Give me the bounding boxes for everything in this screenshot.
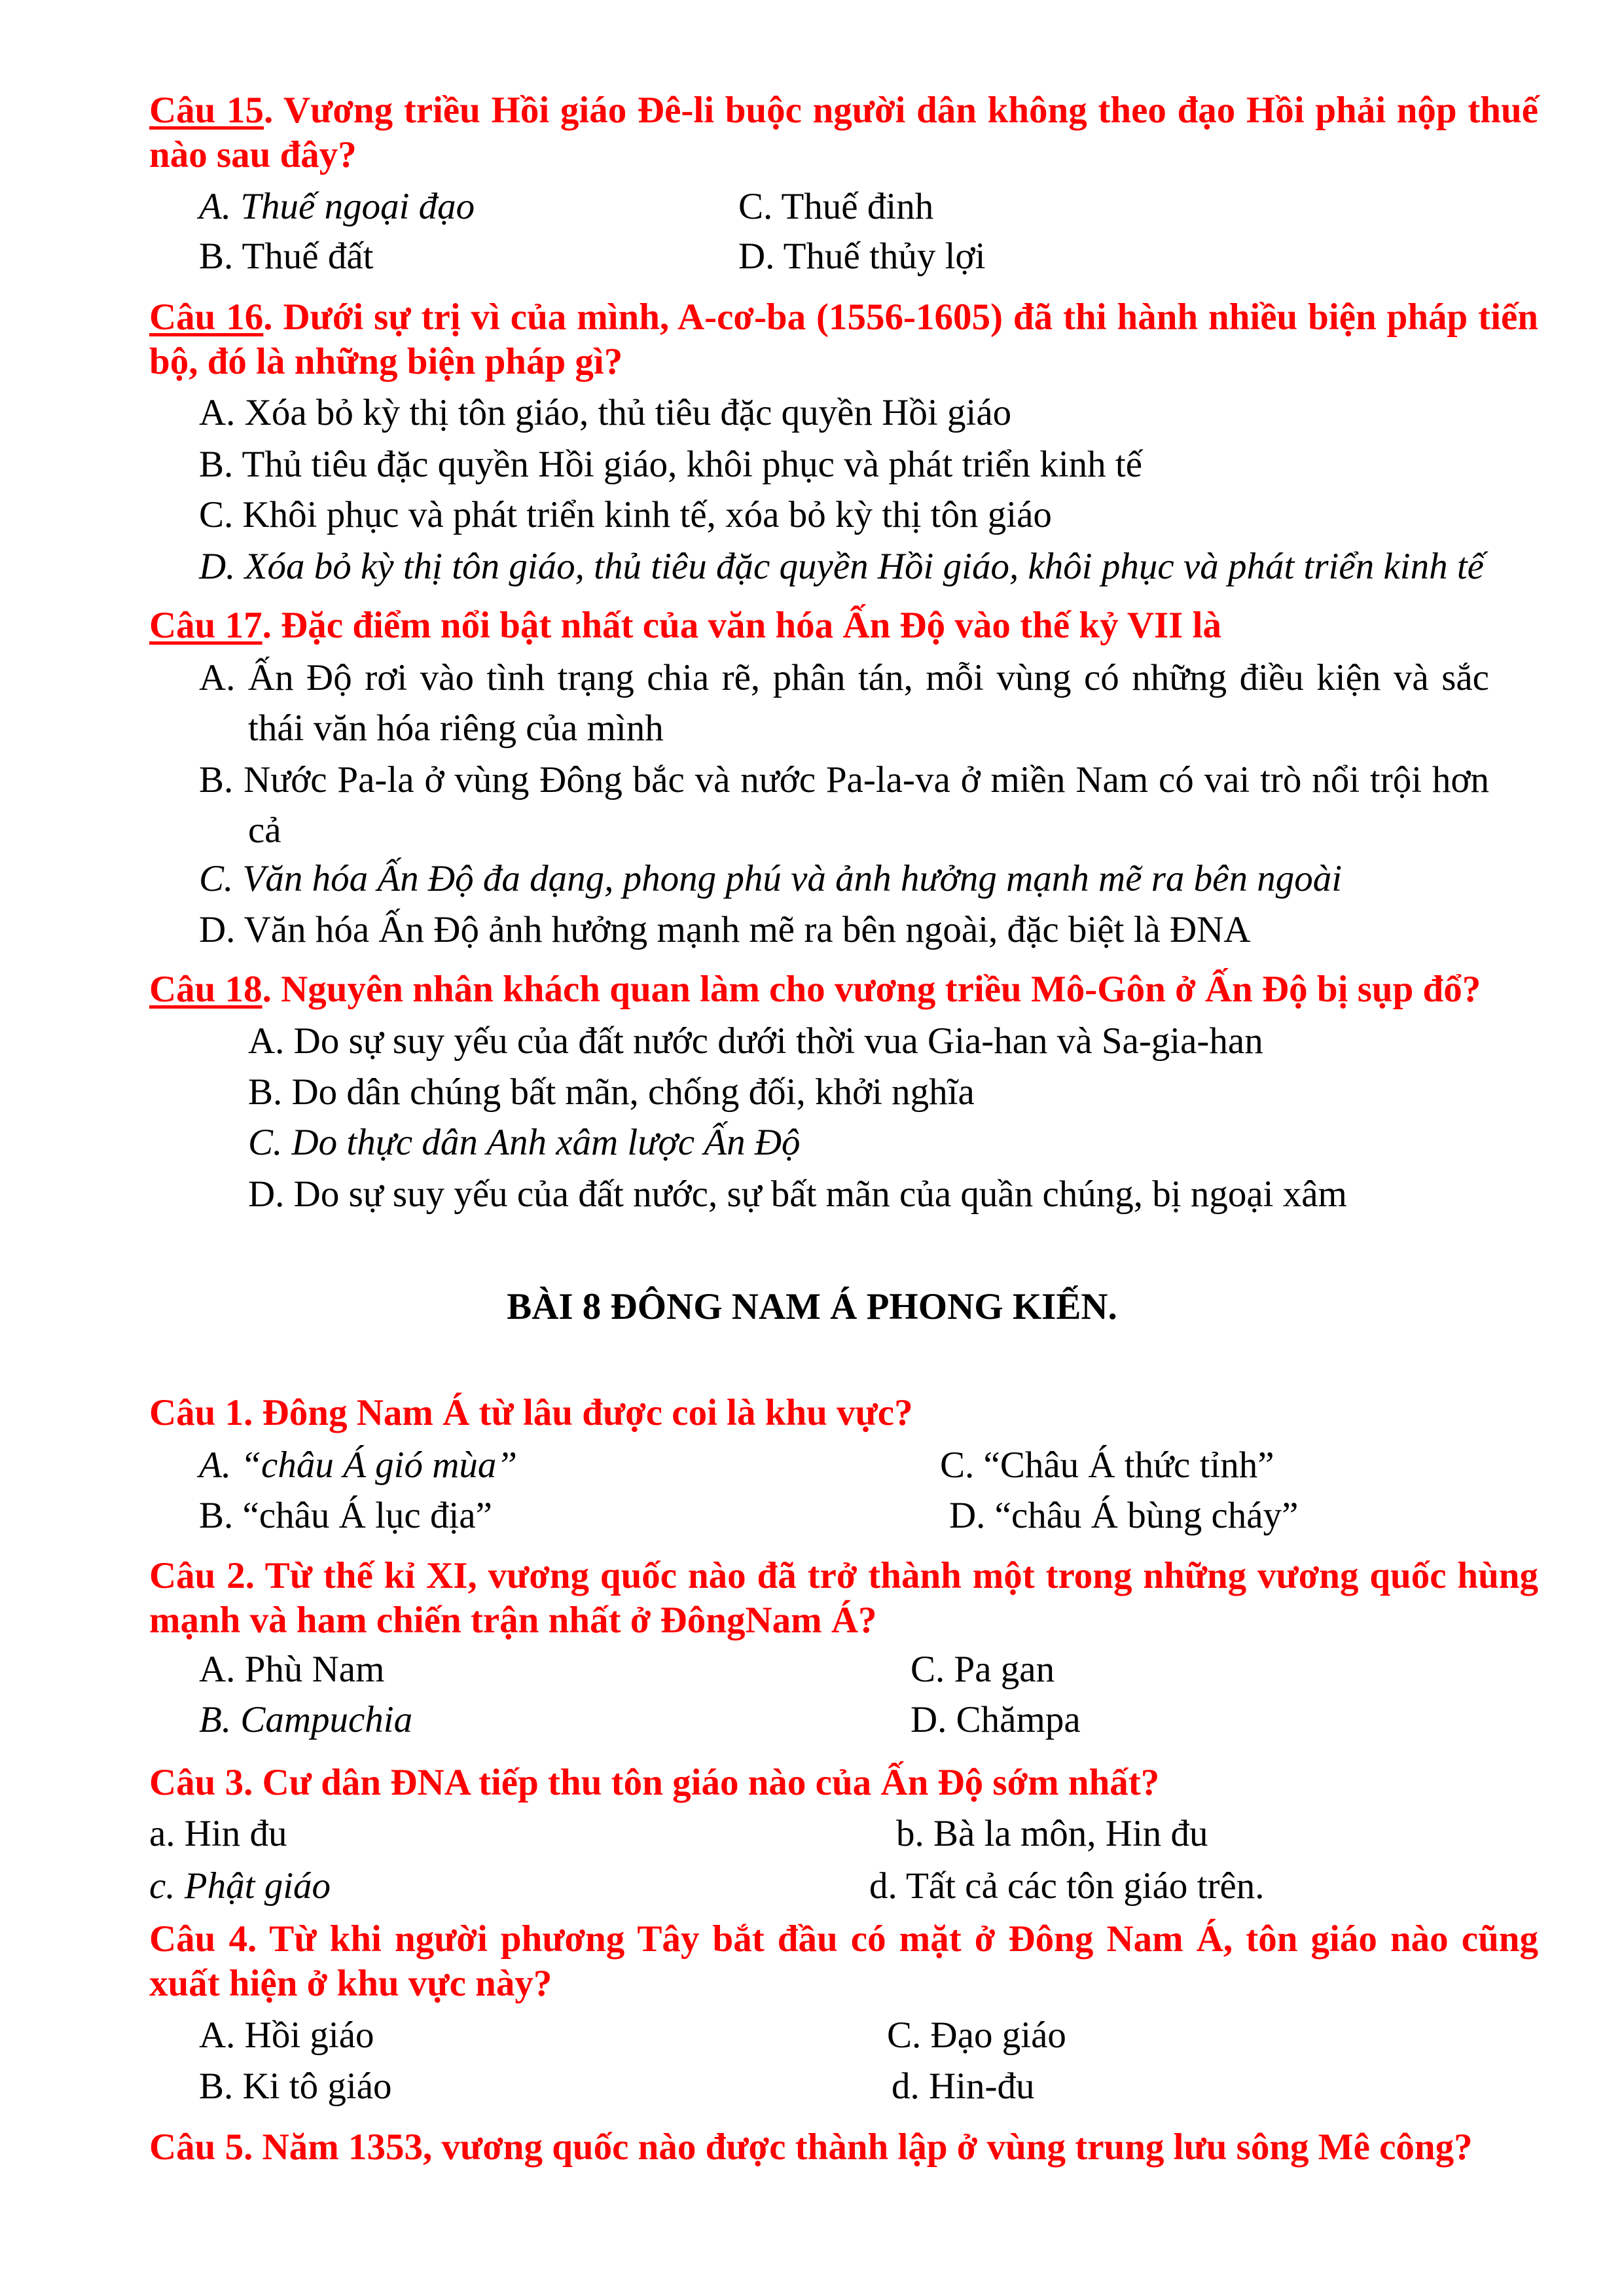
question-text: . Đặc điểm nổi bật nhất của văn hóa Ấn Độ vào thế kỷ VII là: [262, 605, 1221, 646]
option-c: C. Pa gan: [911, 1649, 1055, 1690]
option-b: B. Campuchia: [199, 1699, 413, 1740]
option-a: a. Hin đu: [149, 1813, 287, 1854]
question-1: Câu 1. Đông Nam Á từ lâu được coi là khu vực?: [149, 1392, 913, 1433]
option-a: A. Hồi giáo: [199, 2015, 374, 2056]
option-c: C. Văn hóa Ấn Độ đa dạng, phong phú và ảnh hưởng mạnh mẽ ra bên ngoài: [199, 858, 1343, 899]
option-d: d. Tất cả các tôn giáo trên.: [869, 1865, 1265, 1907]
question-16: [149, 295, 1538, 384]
question-18: [149, 967, 1538, 1012]
option-d: D. Xóa bỏ kỳ thị tôn giáo, thủ tiêu đặc quyền Hồi giáo, khôi phục và phát triển kinh tế: [199, 546, 1484, 587]
option-b: b. Bà la môn, Hin đu: [896, 1813, 1208, 1854]
option-b: B. Thuế đất: [199, 236, 374, 277]
question-text: . Vương triều Hồi giáo Đê-li buộc người dân không theo đạo Hồi phải nộp thuế nào sau đây?: [149, 90, 1538, 175]
section-title: BÀI 8 ĐÔNG NAM Á PHONG KIẾN.: [507, 1286, 1117, 1327]
question-4: Câu 4. Từ khi người phương Tây bắt đầu có mặt ở Đông Nam Á, tôn giáo nào cũng xuất hiện ở khu vực này?: [149, 1918, 1538, 2004]
option-c: C. Thuế đinh: [738, 186, 934, 227]
option-c: c. Phật giáo: [149, 1865, 331, 1907]
question-15: [149, 88, 1538, 177]
option-a: A. Ấn Độ rơi vào tình trạng chia rẽ, phân tán, mỗi vùng có những điều kiện và sắc thái văn hóa riêng của mình: [199, 657, 1489, 749]
question-2: Câu 2. Từ thế kỉ XI, vương quốc nào đã trở thành một trong những vương quốc hùng mạnh và ham chiến trận nhất ở ĐôngNam Á?: [149, 1555, 1538, 1641]
option-a: A. Xóa bỏ kỳ thị tôn giáo, thủ tiêu đặc quyền Hồi giáo: [199, 392, 1012, 433]
option-d: D. Chămpa: [911, 1699, 1081, 1740]
question-5: Câu 5. Năm 1353, vương quốc nào được thành lập ở vùng trung lưu sông Mê công?: [149, 2126, 1473, 2168]
option-a: A. Phù Nam: [199, 1649, 385, 1690]
question-text: . Nguyên nhân khách quan làm cho vương triều Mô-Gôn ở Ấn Độ bị sụp đổ?: [262, 969, 1481, 1010]
question-label: Câu 17: [149, 605, 262, 646]
question-label: Câu 15: [149, 90, 264, 131]
option-c: C. Khôi phục và phát triển kinh tế, xóa bỏ kỳ thị tôn giáo: [199, 494, 1052, 535]
option-d: D. “châu Á bùng cháy”: [949, 1495, 1299, 1536]
option-d: D. Do sự suy yếu của đất nước, sự bất mãn của quần chúng, bị ngoại xâm: [248, 1174, 1347, 1215]
option-a: A. Thuế ngoại đạo: [199, 186, 475, 227]
question-17: [149, 603, 1538, 648]
option-d: d. Hin-đu: [892, 2066, 1035, 2107]
option-b: B. Nước Pa-la ở vùng Đông bắc và nước Pa-la-va ở miền Nam có vai trò nổi trội hơn cả: [199, 759, 1489, 851]
question-text: . Dưới sự trị vì của mình, A-cơ-ba (1556-1605) đã thi hành nhiều biện pháp tiến bộ, đó là những biện pháp gì?: [149, 296, 1538, 382]
option-b: B. Thủ tiêu đặc quyền Hồi giáo, khôi phục và phát triển kinh tế: [199, 444, 1143, 485]
option-c: C. “Châu Á thức tỉnh”: [940, 1444, 1274, 1486]
option-b: B. Ki tô giáo: [199, 2066, 392, 2107]
question-3: Câu 3. Cư dân ĐNA tiếp thu tôn giáo nào của Ấn Độ sớm nhất?: [149, 1762, 1160, 1803]
option-b: B. Do dân chúng bất mãn, chống đối, khởi nghĩa: [248, 1071, 975, 1113]
option-c: C. Do thực dân Anh xâm lược Ấn Độ: [248, 1122, 801, 1163]
option-a: A. Do sự suy yếu của đất nước dưới thời vua Gia-han và Sa-gia-han: [248, 1020, 1263, 1062]
option-c: C. Đạo giáo: [887, 2015, 1066, 2056]
option-b: B. “châu Á lục địa”: [199, 1495, 492, 1536]
option-d: D. Văn hóa Ấn Độ ảnh hưởng mạnh mẽ ra bên ngoài, đặc biệt là ĐNA: [199, 909, 1251, 950]
question-label: Câu 16: [149, 296, 264, 338]
option-a: A. “châu Á gió mùa”: [199, 1444, 518, 1486]
option-d: D. Thuế thủy lợi: [738, 236, 986, 277]
question-label: Câu 18: [149, 969, 262, 1010]
